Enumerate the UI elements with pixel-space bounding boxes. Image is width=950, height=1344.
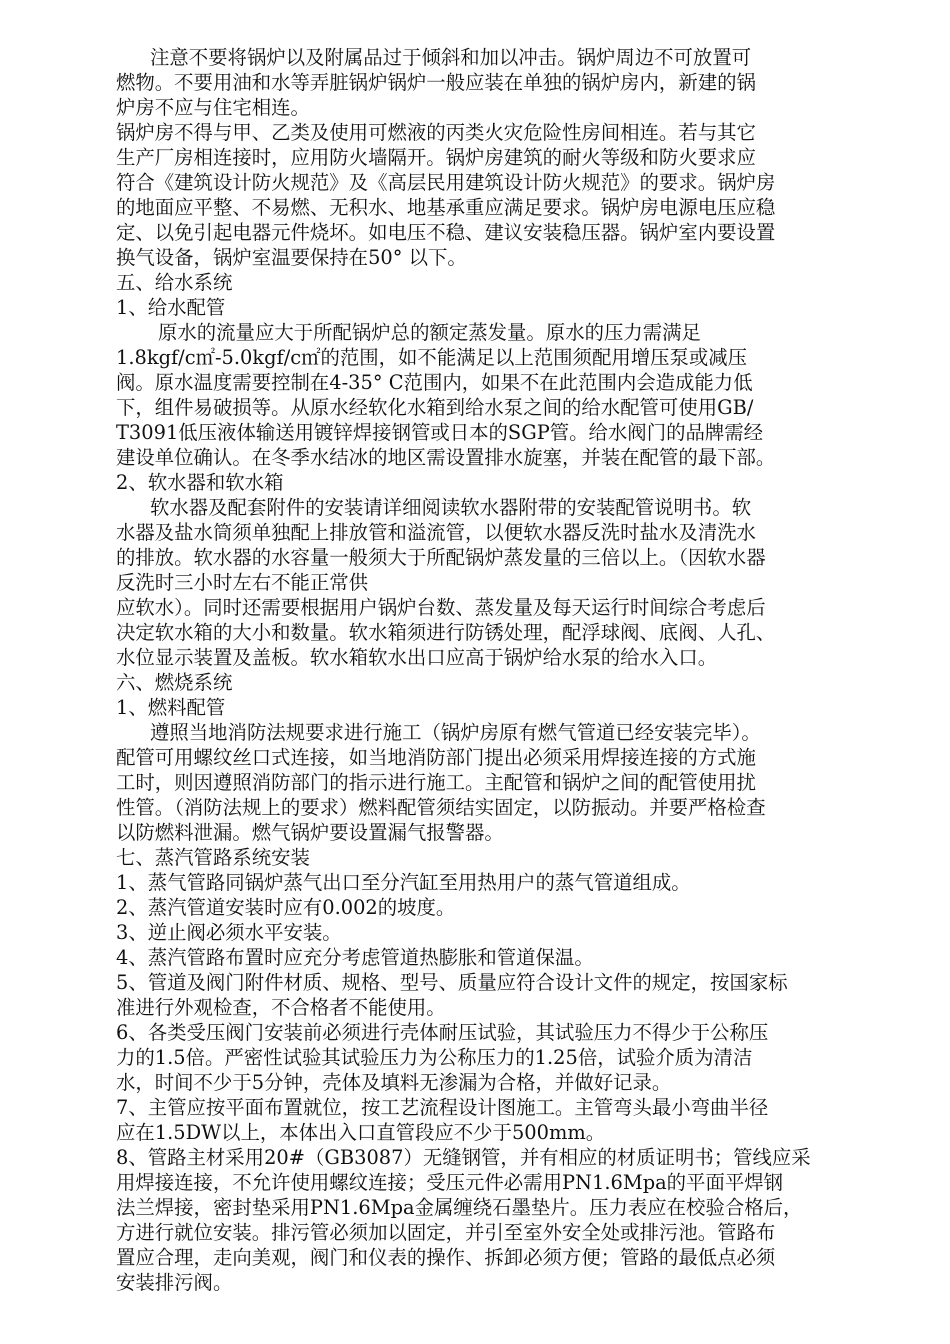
text-line: 软水器及配套附件的安装请详细阅读软水器附带的安装配管说明书。软 bbox=[150, 496, 752, 519]
section-heading: 2、软水器和软水箱 bbox=[116, 471, 284, 494]
text-line: 建设单位确认。在冬季水结冰的地区需设置排水旋塞，并装在配管的最下部。 bbox=[116, 446, 776, 469]
text-line: 用焊接连接，不允许使用螺纹连接；受压元件必需用PN1.6Mpa的平面平焊钢 bbox=[116, 1171, 784, 1194]
text-line: 置应合理，走向美观，阀门和仪表的操作、拆卸必须方便；管路的最低点必须 bbox=[116, 1246, 776, 1269]
text-line: 符合《建筑设计防火规范》及《高层民用建筑设计防火规范》的要求。锅炉房 bbox=[116, 171, 776, 194]
text-line: 准进行外观检查，不合格者不能使用。 bbox=[116, 996, 446, 1019]
text-line: T3091低压液体输送用镀锌焊接钢管或日本的SGP管。给水阀门的品牌需经 bbox=[116, 421, 764, 444]
text-line: 的地面应平整、不易燃、无积水、地基承重应满足要求。锅炉房电源电压应稳 bbox=[116, 196, 776, 219]
section-heading: 五、给水系统 bbox=[116, 271, 233, 294]
text-line: 定、以免引起电器元件烧坏。如电压不稳、建议安装稳压器。锅炉室内要设置 bbox=[116, 221, 776, 244]
section-heading: 六、燃烧系统 bbox=[116, 671, 233, 694]
text-line: 遵照当地消防法规要求进行施工（锅炉房原有燃气管道已经安装完毕）。 bbox=[150, 721, 761, 744]
text-line: 3、逆止阀必须水平安装。 bbox=[116, 921, 342, 944]
text-line: 阀。原水温度需要控制在4-35° C范围内，如果不在此范围内会造成能力低 bbox=[116, 371, 753, 394]
text-line: 炉房不应与住宅相连。 bbox=[116, 96, 310, 119]
text-line: 1、蒸气管路同锅炉蒸气出口至分汽缸至用热用户的蒸气管道组成。 bbox=[116, 871, 691, 894]
text-line: 水，时间不少于5分钟，壳体及填料无渗漏为合格，并做好记录。 bbox=[116, 1071, 672, 1094]
section-heading: 1、燃料配管 bbox=[116, 696, 226, 719]
text-line: 应在1.5DW以上，本体出入口直管段应不少于500mm。 bbox=[116, 1121, 606, 1144]
text-line: 工时，则因遵照消防部门的指示进行施工。主配管和锅炉之间的配管使用扰 bbox=[116, 771, 756, 794]
document-body bbox=[116, 45, 864, 1295]
text-line: 应软水）。同时还需要根据用户锅炉台数、蒸发量及每天运行时间综合考虑后 bbox=[116, 596, 766, 619]
text-line: 的排放。软水器的水容量一般须大于所配锅炉蒸发量的三倍以上。（因软水器 bbox=[116, 546, 766, 569]
text-line: 1.8kgf/c㎡-5.0kgf/c㎡的范围，如不能满足以上范围须配用增压泵或减压 bbox=[116, 346, 748, 369]
text-line: 生产厂房相连接时，应用防火墙隔开。锅炉房建筑的耐火等级和防火要求应 bbox=[116, 146, 756, 169]
text-line: 换气设备，锅炉室温要保持在50° 以下。 bbox=[116, 246, 467, 269]
text-line: 配管可用螺纹丝口式连接，如当地消防部门提出必须采用焊接连接的方式施 bbox=[116, 746, 756, 769]
text-line: 决定软水箱的大小和数量。软水箱须进行防锈处理，配浮球阀、底阀、人孔、 bbox=[116, 621, 776, 644]
text-line: 7、主管应按平面布置就位，按工艺流程设计图施工。主管弯头最小弯曲半径 bbox=[116, 1096, 769, 1119]
text-line: 性管。（消防法规上的要求）燃料配管须结实固定，以防振动。并要严格检查 bbox=[116, 796, 766, 819]
text-line: 方进行就位安装。排污管必须加以固定，并引至室外安全处或排污池。管路布 bbox=[116, 1221, 776, 1244]
text-line: 水器及盐水筒须单独配上排放管和溢流管，以便软水器反洗时盐水及清洗水 bbox=[116, 521, 756, 544]
text-line: 2、蒸汽管道安装时应有0.002的坡度。 bbox=[116, 896, 456, 919]
text-line: 6、各类受压阀门安装前必须进行壳体耐压试验，其试验压力不得少于公称压 bbox=[116, 1021, 769, 1044]
text-line: 8、管路主材采用20#（GB3087）无缝钢管，并有相应的材质证明书；管线应采 bbox=[116, 1146, 811, 1169]
text-line: 燃物。不要用油和水等弄脏锅炉锅炉一般应装在单独的锅炉房内，新建的锅 bbox=[116, 71, 756, 94]
text-line: 注意不要将锅炉以及附属品过于倾斜和加以冲击。锅炉周边不可放置可 bbox=[150, 46, 752, 69]
text-line: 原水的流量应大于所配锅炉总的额定蒸发量。原水的压力需满足 bbox=[158, 321, 701, 344]
text-line: 安装排污阀。 bbox=[116, 1271, 233, 1294]
text-line: 以防燃料泄漏。燃气锅炉要设置漏气报警器。 bbox=[116, 821, 504, 844]
text-line: 下，组件易破损等。从原水经软化水箱到给水泵之间的给水配管可使用GB/ bbox=[116, 396, 754, 419]
text-line: 水位显示装置及盖板。软水箱软水出口应高于锅炉给水泵的给水入口。 bbox=[116, 646, 718, 669]
text-line: 4、蒸汽管路布置时应充分考虑管道热膨胀和管道保温。 bbox=[116, 946, 594, 969]
text-line: 法兰焊接，密封垫采用PN1.6Mpa金属缠绕石墨垫片。压力表应在校验合格后， bbox=[116, 1196, 803, 1219]
section-heading: 1、给水配管 bbox=[116, 296, 226, 319]
text-line: 锅炉房不得与甲、乙类及使用可燃液的丙类火灾危险性房间相连。若与其它 bbox=[116, 121, 756, 144]
text-line: 力的1.5倍。严密性试验其试验压力为公称压力的1.25倍，试验介质为清洁 bbox=[116, 1046, 753, 1069]
text-line: 反洗时三小时左右不能正常供 bbox=[116, 571, 369, 594]
section-heading: 七、蒸汽管路系统安装 bbox=[116, 846, 310, 869]
text-line: 5、管道及阀门附件材质、规格、型号、质量应符合设计文件的规定，按国家标 bbox=[116, 971, 788, 994]
